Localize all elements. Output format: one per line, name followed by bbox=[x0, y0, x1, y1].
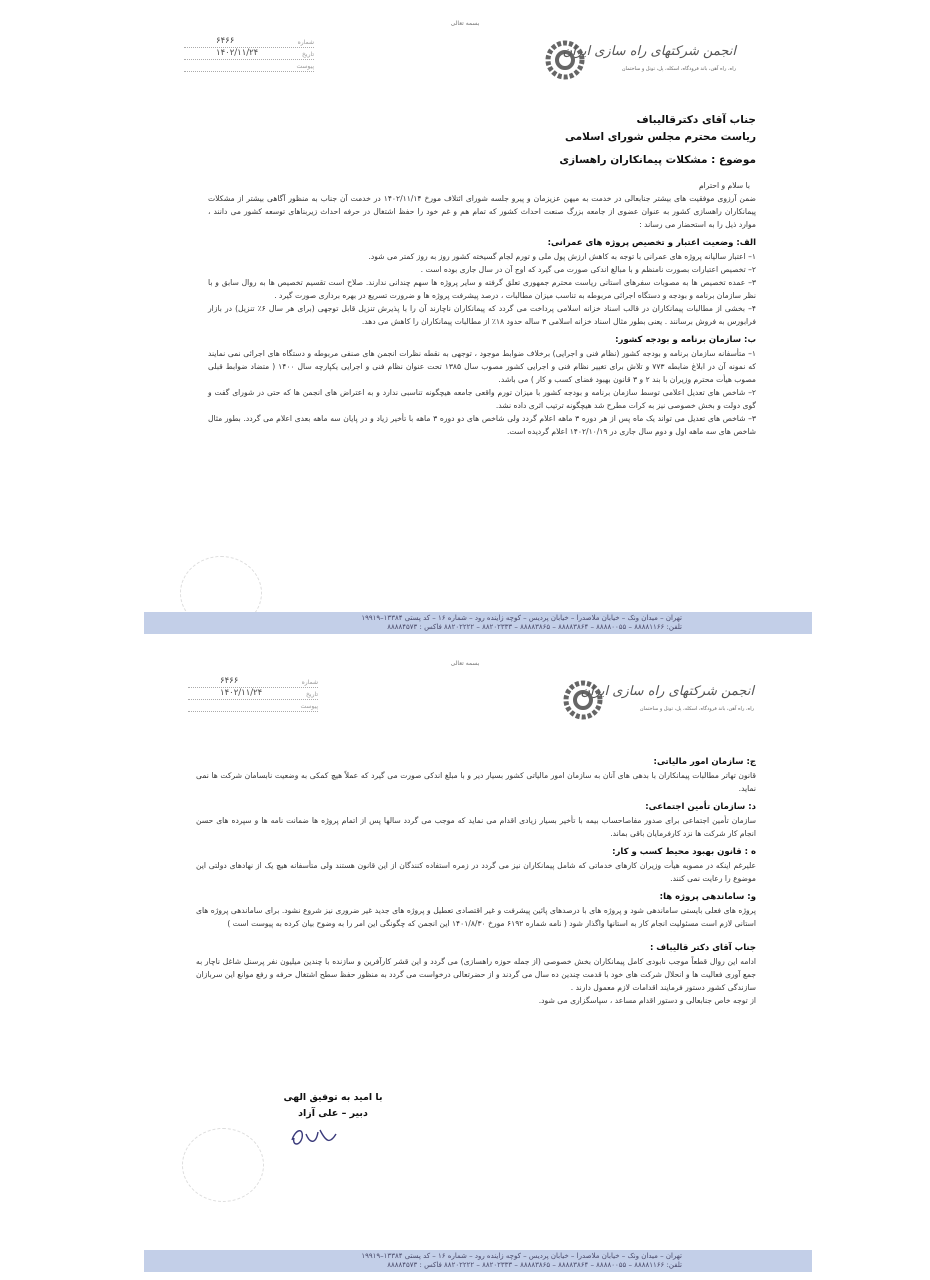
bismillah: بسمه تعالی bbox=[450, 660, 480, 667]
letter-page-2 bbox=[118, 648, 812, 1276]
org-logo bbox=[559, 678, 754, 724]
section-b-item: ۱– متأسفانه سازمان برنامه و بودجه کشور (نظام فنی و اجرایی) برخلاف ضوابط موجود ، توجهی به نقطه نظرات انجمن های صنفی مربوطه و دستگاه های اجرائی نمی نمایند که نمونه آن در ابلاغ ضابطه ۷۷۳ و تلاش برای تغییر نظام فنی و اجرایی کشور مصوب سال ۱۳۸۵ تحت عنوان نظام فنی و اجرایی یکپارچه سال ۱۴۰۰ ( متضاد ضوابط قبلی مصوب هیأت محترم وزیران با بند ۲ و ۳ قانون بهبود فضای کسب و کار ) می باشد. bbox=[208, 349, 756, 384]
footer-phones: تلفن: ۸۸۸۸۱۱۶۶ – ۸۸۸۸۰۰۵۵ – ۸۸۸۸۳۸۶۴ – ۸۸۸۸۳۸۶۵ – ۸۸۲۰۲۳۳۳ – ۸۸۲۰۲۲۲۲ فاکس : ۸۸۸۸۴۵۷۳ bbox=[387, 623, 682, 631]
section-d-title: د: سازمان تأمین اجتماعی: bbox=[645, 802, 756, 812]
section-b-title: ب: سازمان برنامه و بودجه کشور: bbox=[615, 335, 756, 345]
org-name: انجمن شرکتهای راه سازی ایران bbox=[580, 684, 754, 699]
letter-date: ۱۴۰۲/۱۱/۲۴ bbox=[216, 48, 259, 58]
page-footer bbox=[144, 612, 812, 634]
address-title: جناب آقای دکتر قالیباف : bbox=[649, 943, 756, 953]
org-subtitle: راه، راه آهن، باند فرودگاه، اسکله، پل، تونل و ساختمان bbox=[621, 66, 736, 72]
closing-block bbox=[268, 1090, 398, 1122]
letter-number: ۶۴۶۶ bbox=[220, 676, 239, 686]
letter-date: ۱۴۰۲/۱۱/۲۴ bbox=[220, 688, 263, 698]
section-e-title: ه : قانون بهبود محیط کسب و کار: bbox=[612, 847, 756, 857]
letter-number: ۶۴۶۶ bbox=[216, 36, 235, 46]
closing-request: از توجه خاص جنابعالی و دستور اقدام مساعد ، سپاسگزاری می شود. bbox=[538, 996, 756, 1005]
section-a-item: ۴– بخشی از مطالبات پیمانکاران در قالب اسناد خزانه اسلامی پرداخت می گردد که پیمانکاران ناچارند آن را با پذیرش تنزیل قابل توجهی (برای هر سال ۶٪ تنزیل) در بازار فرابورس به فروش برسانند . یعنی بطور مثال اسناد خزانه اسلامی ۳ ساله حدود ۱۸٪ از مطالبات پیمانکاران را کاهش می دهد. bbox=[208, 304, 756, 326]
section-a-item: ۲– تخصیص اعتبارات بصورت نامنظم و با مبالغ اندکی صورت می گیرد که اوج آن در سال جاری بوده است . bbox=[420, 265, 756, 274]
letter-body-1 bbox=[208, 112, 756, 438]
footer-address: تهران – میدان ونک – خیابان ملاصدرا – خیابان پردیس – کوچه زاینده رود – شماره ۱۶ – کد پستی ۱۳۳۸۴–۱۹۹۱۹ bbox=[361, 1252, 682, 1260]
org-name: انجمن شرکتهای راه سازی ایران bbox=[562, 44, 736, 59]
letter-meta: ۶۴۶۶ شماره ۱۴۰۲/۱۱/۲۴ تاریخ پیوست bbox=[188, 676, 318, 712]
org-logo bbox=[541, 38, 736, 84]
section-c-text: قانون تهاتر مطالبات پیمانکاران با بدهی های آنان به سازمان امور مالیاتی کشور بسیار دیر و با مبلغ اندکی صورت می گیرد که عملاً هیچ کمکی به وضعیت نابسامان شرکت ها نمی نماید. bbox=[196, 771, 756, 793]
section-a-item: ۱– اعتبار سالیانه پروژه های عمرانی با توجه به کاهش ارزش پول ملی و تورم لجام گسیخته کشور روز به روز کمتر می شود. bbox=[368, 252, 756, 261]
signatory: دبیر – علی آزاد bbox=[298, 1108, 368, 1119]
footer-phones: تلفن: ۸۸۸۸۱۱۶۶ – ۸۸۸۸۰۰۵۵ – ۸۸۸۸۳۸۶۴ – ۸۸۸۸۳۸۶۵ – ۸۸۲۰۲۳۳۳ – ۸۸۲۰۲۲۲۲ فاکس : ۸۸۸۸۴۵۷۳ bbox=[387, 1261, 682, 1269]
section-a-item: ۳– عمده تخصیص ها به مصوبات سفرهای استانی ریاست محترم جمهوری تعلق گرفته و سایر پروژه ها سهم چندانی ندارند. صلاح است تقسیم تخصیص ها به روال سابق و با نظر سازمان برنامه و بودجه و دستگاه اجرائی مربوطه به تناسب میزان مطالبات ، درصد پیشرفت پروژه ها و ضرورت تسریع در بهره برداری صورت گیرد . bbox=[208, 278, 756, 300]
faded-seal bbox=[182, 1128, 264, 1202]
letter-page-1 bbox=[118, 8, 812, 636]
section-f-text: پروژه های فعلی بایستی ساماندهی شود و پروژه های با درصدهای پائین پیشرفت و غیر اقتصادی تعطیل و پروژه های جدید غیر ضروری نیز شروع نشود. برای ساماندهی پروژه های استانی لازم است مسئولیت انجام کار به استانها واگذار شود ( نامه شماره ۶۱۹۲ مورخ ۱۴۰۱/۸/۳۰ این انجمن که چگونگی این امر را به وضوح بیان کرده به پیوست است ) bbox=[196, 906, 756, 928]
intro-paragraph: ضمن آرزوی موفقیت های بیشتر جنابعالی در خدمت به میهن عزیزمان و پیرو جلسه شورای ائتلاف مورخ ۱۴۰۲/۱۱/۱۴ در خدمت آن جناب به منظور آگاهی بیشتر از مشکلات پیمانکاران راهسازی کشور به عنوان عضوی از جامعه بزرگ صنعت احداث کشور که تمام هم و غم خود را حفظ اشتغال در حرفه احداث زیربناهای توسعه کشور می دانند ، موارد ذیل را به استحضار می رساند : bbox=[208, 194, 756, 229]
letter-body-2 bbox=[196, 750, 756, 1007]
section-b-item: ۲– شاخص های تعدیل اعلامی توسط سازمان برنامه و بودجه کشور با میزان تورم واقعی جامعه هیچگونه تناسبی ندارد و به اعتراض های انجمن ها که حتی در شورای گفت و گوی دولت و بخش خصوصی نیز به کرات مطرح شد هیچگونه ترتیب اثری داده نشد. bbox=[208, 388, 756, 410]
address-text: ادامه این روال قطعاً موجب نابودی کامل پیمانکاران بخش خصوصی (از جمله حوزه راهسازی) می گردد و این قشر کارآفرین و سازنده با چندین میلیون نفر پرسنل شاغل ناچار به جمع آوری فعالیت ها و انحلال شرکت های خود با قدمت چندین ده سال می گردند و از حضرتعالی درخواست می گردد به منظور حفظ سطح اشتغال حرفه و رفع موانع این سربازان سازندگی کشور دستور فرمایند اقدامات لازم معمول دارند . bbox=[196, 957, 756, 992]
recipient-title: ریاست محترم مجلس شورای اسلامی bbox=[565, 131, 756, 143]
letter-meta: ۶۴۶۶ شماره ۱۴۰۲/۱۱/۲۴ تاریخ پیوست bbox=[184, 36, 314, 72]
page-footer bbox=[144, 1250, 812, 1272]
subject-line: موضوع : مشکلات پیمانکاران راهسازی bbox=[559, 154, 756, 166]
greeting: با سلام و احترام bbox=[698, 181, 750, 190]
closing-wish: با امید به توفیق الهی bbox=[283, 1092, 383, 1103]
bismillah: بسمه تعالی bbox=[450, 20, 480, 27]
section-f-title: و: ساماندهی پروژه ها: bbox=[659, 892, 756, 902]
recipient-name: جناب آقای دکترقالیباف bbox=[636, 114, 756, 126]
footer-address: تهران – میدان ونک – خیابان ملاصدرا – خیابان پردیس – کوچه زاینده رود – شماره ۱۶ – کد پستی ۱۳۳۸۴–۱۹۹۱۹ bbox=[361, 614, 682, 622]
section-a-title: الف: وضعیت اعتبار و تخصیص پروژه های عمرانی: bbox=[547, 238, 756, 248]
section-e-text: علیرغم اینکه در مصوبه هیأت وزیران کارهای خدماتی که شامل پیمانکاران نیز می گردد در زمره استفاده کنندگان از این قانون هستند ولی متأسفانه هیچ یک از نهادهای دولتی این موضوع را رعایت نمی کنند. bbox=[196, 861, 756, 883]
signature-icon bbox=[286, 1124, 342, 1150]
org-subtitle: راه، راه آهن، باند فرودگاه، اسکله، پل، تونل و ساختمان bbox=[639, 706, 754, 712]
section-b-item: ۳– شاخص های تعدیل می تواند یک ماه پس از هر دوره ۳ ماهه اعلام گردد ولی شاخص های دو دوره ۳ ماهه با تأخیر زیاد و در پایان سه ماهه بعدی اعلام می گردد. بطور مثال شاخص های سه ماهه اول و دوم سال جاری در ۱۴۰۲/۱۰/۱۹ اعلام گردیده است. bbox=[208, 414, 756, 436]
section-c-title: ج: سازمان امور مالیاتی: bbox=[653, 757, 756, 767]
section-d-text: سازمان تأمین اجتماعی برای صدور مفاصاحساب بیمه با تأخیر بسیار زیادی اقدام می نماید که موجب می گردد سالها پس از اتمام پروژه ها ضمانت نامه ها و سپرده های حسن انجام کار شرکت ها نزد کارفرمایان باقی بماند. bbox=[196, 816, 756, 838]
